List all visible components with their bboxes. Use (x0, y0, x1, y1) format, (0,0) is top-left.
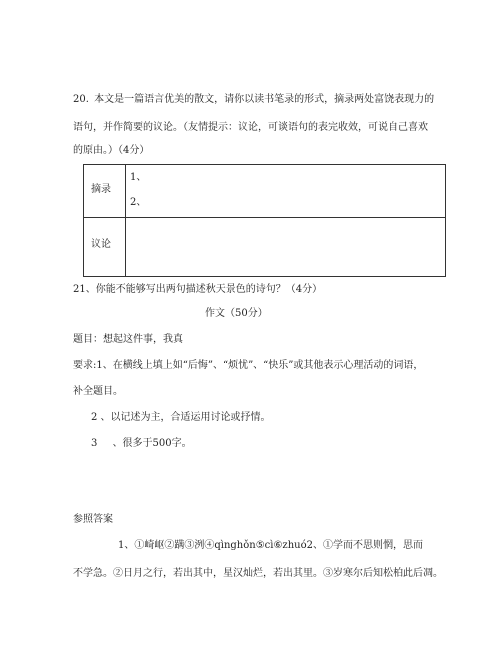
comment-label: 议论 (91, 239, 111, 250)
essay-requirement-1-cont: 补全题目。 (73, 386, 123, 397)
excerpt-item-1: 1、 (130, 172, 147, 183)
excerpt-label: 摘录 (91, 184, 111, 195)
essay-requirement-2: 2 、以记述为主，合适运用讨论或抒情。 (91, 412, 271, 423)
answers-line-1: 1、①崎岖②蹒③洌④qìnghǒn⑤cì⑥zhuó2、①学而不思则惘，思而 (118, 540, 423, 551)
excerpt-item-2: 2、 (130, 197, 147, 208)
question-number: 20. (73, 94, 89, 105)
essay-topic: 题目：想起这件事，我真 (73, 334, 183, 345)
question-text: 本文是一篇语言优美的散文，请你以读书笔录的形式，摘录两处富饶表现力的 (94, 94, 435, 105)
requirement-number: 3 (91, 438, 98, 449)
essay-requirement-1: 要求:1、在横线上填上如“后悔”、“烦忧”、“快乐”或其他表示心理活动的词语， (73, 360, 424, 371)
question-number: 21、 (73, 284, 96, 295)
question-20-line2: 语句，并作简要的议论。（友情提示：议论，可谈语句的表完收效，可说自己喜欢 (73, 122, 428, 133)
answers-heading: 参照答案 (73, 514, 113, 525)
answers-line-2: 不学急。②日月之行，若出其中，星汉灿烂，若出其里。③岁寒尔后知松柏此后凋。 (73, 568, 443, 579)
essay-requirement-3 (91, 438, 192, 450)
question-21 (73, 284, 322, 296)
question-20 (73, 94, 434, 106)
essay-heading: 作文（50分） (205, 308, 268, 319)
question-text: 你能不能够写出两句描述秋天景色的诗句？（4分） (95, 284, 323, 295)
question-20-line3: 的原由。）（4分） (73, 145, 150, 156)
requirement-text: 、很多于500字。 (112, 438, 192, 449)
